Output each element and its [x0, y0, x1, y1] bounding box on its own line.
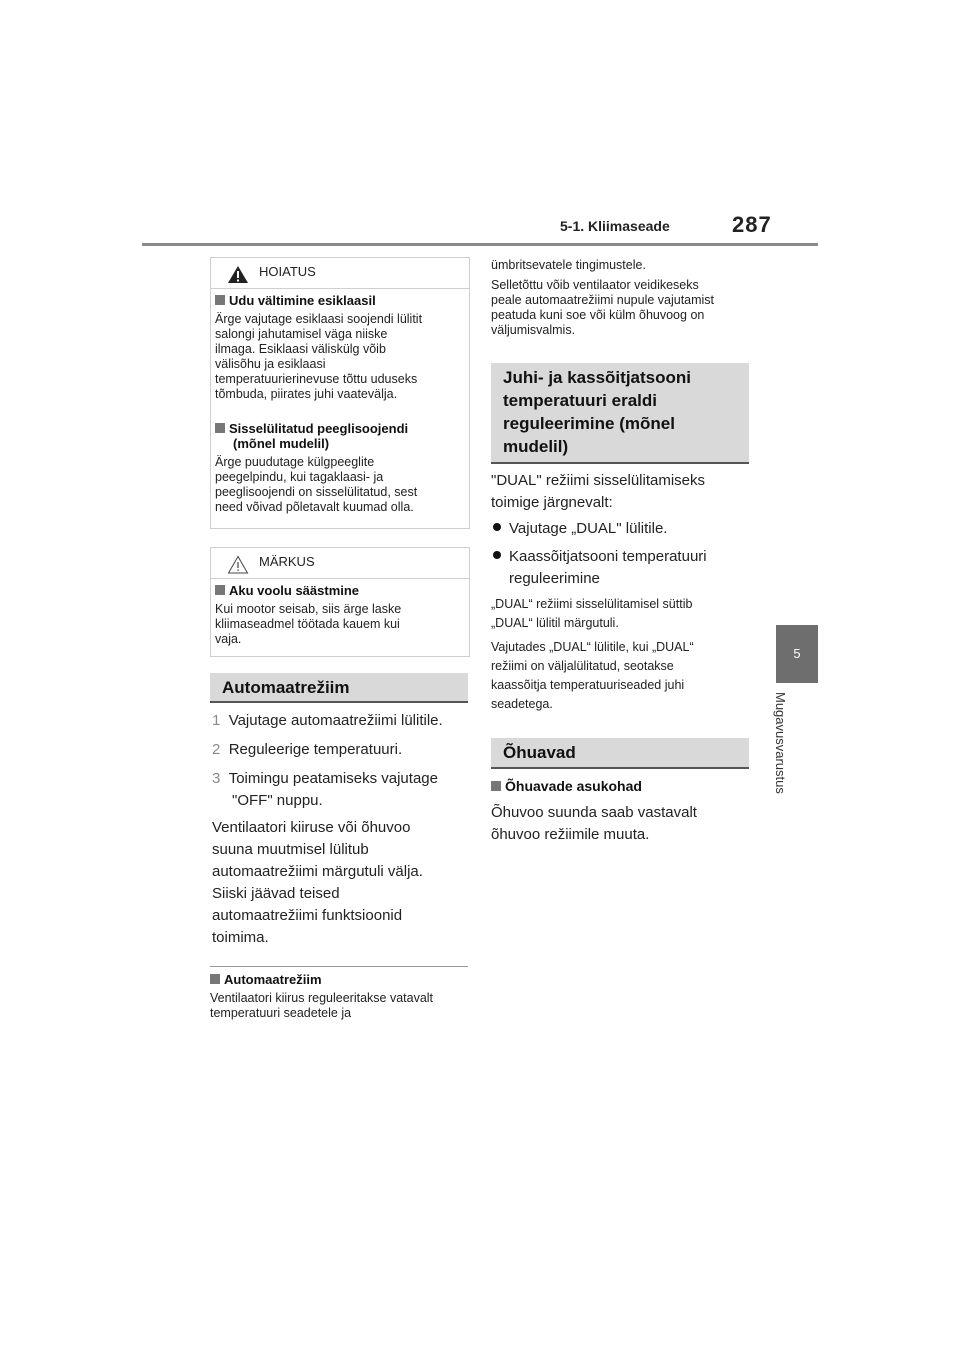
step-number: 3	[212, 770, 221, 787]
text-line: kaassõitja temperatuuriseaded juhi	[491, 678, 685, 692]
note-header	[211, 548, 469, 579]
section-heading-dual	[491, 363, 749, 464]
note-box	[210, 547, 470, 657]
text-line: peatuda kuni soe või külm õhuvoog on	[491, 308, 705, 322]
text-line: välisõhu ja esiklaasi	[215, 357, 326, 371]
heading-line: reguleerimine (mõnel	[503, 414, 675, 433]
text-line: Ventilaatori kiirus reguleeritakse vatavalt	[210, 991, 434, 1005]
text-line: režiimi on väljalülitatud, seotakse	[491, 659, 674, 673]
vents-subsection	[491, 778, 753, 794]
step-text: Toimingu peatamiseks vajutage	[228, 770, 438, 787]
text-line: peeglisoojendi on sisselülitatud, sest	[215, 485, 418, 499]
warning-item-2	[215, 421, 465, 515]
warning-title: HOIATUS	[259, 264, 316, 279]
step-number: 1	[212, 712, 221, 729]
warning-triangle-icon	[227, 265, 249, 284]
text-line: need võivad põletavalt kuumad olla.	[215, 500, 414, 514]
subsection-heading: Automaatrežiim	[224, 972, 322, 987]
step-item	[212, 768, 472, 790]
square-bullet-icon	[210, 974, 220, 984]
text-line: Selletõttu võib ventilaator veidikeseks	[491, 278, 699, 292]
list-item-text: Kaassõitjatsooni temperatuuri	[509, 548, 707, 565]
step-text-cont: "OFF" nuppu.	[232, 792, 323, 809]
note-heading: Aku voolu säästmine	[229, 583, 360, 598]
text-line: „DUAL“ režiimi sisselülitamisel süttib	[491, 597, 693, 611]
text-line: Ärge vajutage esiklaasi soojendi lülitit	[215, 312, 423, 326]
text-line: tõmbuda, piirates juhi vaatevälja.	[215, 387, 398, 401]
note-item	[215, 583, 465, 647]
text-line: temperatuuri seadetele ja	[210, 1006, 352, 1020]
heading-line: Juhi- ja kassõitjatsooni	[503, 368, 691, 387]
text-line: Vajutades „DUAL“ lülitile, kui „DUAL“	[491, 640, 694, 654]
step-item	[212, 710, 472, 732]
text-line: väljumisvalmis.	[491, 323, 576, 337]
step-number: 2	[212, 741, 221, 758]
dual-note-1	[491, 595, 753, 633]
dual-note-2	[491, 638, 753, 714]
chapter-tab: 5	[776, 625, 818, 683]
chapter-label	[773, 692, 806, 822]
step-text: Vajutage automaatrežiimi lülitile.	[228, 712, 443, 729]
heading-line: temperatuuri eraldi	[503, 391, 657, 410]
text-line: salongi jahutamisel väga niiske	[215, 327, 388, 341]
warning-header	[211, 258, 469, 289]
text-line: temperatuurierinevuse tõttu uduseks	[215, 372, 418, 386]
warning-item-heading: Udu vältimine esiklaasil	[229, 293, 376, 308]
text-line: Õhuvoo suunda saab vastavalt	[491, 804, 697, 821]
text-line: „DUAL“ lülitil märgutuli.	[491, 616, 619, 630]
step-text: Reguleerige temperatuuri.	[228, 741, 403, 758]
warning-item-heading: Sisselülitatud peeglisoojendi	[229, 421, 409, 436]
step-item	[212, 739, 472, 761]
section-heading-auto: Automaatrežiim	[210, 673, 468, 703]
text-line: peale automaatrežiimi nupule vajutamist	[491, 293, 715, 307]
text-line: vaja.	[215, 632, 242, 646]
text-line: peegelpindu, kui tagaklaasi- ja	[215, 470, 384, 484]
text-line: toimima.	[212, 929, 269, 946]
warning-item-heading-cont: (mõnel mudelil)	[233, 436, 330, 451]
auto-subsection	[210, 972, 472, 1021]
divider	[210, 966, 468, 967]
fan-paragraph	[491, 278, 753, 338]
list-item-text-cont: reguleerimine	[509, 570, 600, 587]
subsection-heading: Õhuavade asukohad	[505, 778, 642, 794]
continued-text	[491, 258, 753, 273]
page-number: 287	[732, 212, 772, 237]
text-line: automaatrežiimi märgutuli välja.	[212, 863, 423, 880]
auto-steps	[212, 710, 472, 812]
text-line: Siiski jäävad teised	[212, 885, 340, 902]
section-title: 5-1. Kliimaseade	[560, 218, 670, 234]
text-line: "DUAL" režiimi sisselülitamiseks	[491, 472, 706, 489]
list-item	[493, 518, 755, 540]
warning-box	[210, 257, 470, 529]
text-line: ümbritsevatele tingimustele.	[491, 258, 646, 272]
caution-triangle-icon	[227, 555, 249, 574]
header-rule	[142, 243, 818, 246]
text-line: Ärge puudutage külgpeeglite	[215, 455, 375, 469]
text-line: Kui mootor seisab, siis ärge laske	[215, 602, 402, 616]
text-line: õhuvoo režiimile muuta.	[491, 826, 650, 843]
text-line: ilmaga. Esiklaasi väliskülg võib	[215, 342, 386, 356]
text-line: suuna muutmisel lülitub	[212, 841, 369, 858]
text-line: seadetega.	[491, 697, 553, 711]
dual-bullets	[493, 518, 755, 590]
bullet-icon	[493, 523, 501, 531]
vents-paragraph	[491, 802, 753, 846]
chapter-label-text: Mugavusvarustus	[773, 692, 788, 794]
warning-item-1	[215, 293, 465, 402]
text-line: kliimaseadmel töötada kauem kui	[215, 617, 400, 631]
heading-line: mudelil)	[503, 437, 569, 456]
text-line: toimige järgnevalt:	[491, 494, 613, 511]
square-bullet-icon	[491, 781, 501, 791]
square-bullet-icon	[215, 295, 225, 305]
dual-intro	[491, 470, 753, 514]
bullet-icon	[493, 551, 501, 559]
note-title: MÄRKUS	[259, 554, 315, 569]
square-bullet-icon	[215, 423, 225, 433]
list-item	[493, 546, 755, 568]
square-bullet-icon	[215, 585, 225, 595]
list-item-text: Vajutage „DUAL" lülitile.	[509, 520, 668, 537]
auto-paragraph	[212, 817, 472, 949]
text-line: automaatrežiimi funktsioonid	[212, 907, 403, 924]
section-heading-vents: Õhuavad	[491, 738, 749, 769]
text-line: Ventilaatori kiiruse või õhuvoo	[212, 819, 411, 836]
